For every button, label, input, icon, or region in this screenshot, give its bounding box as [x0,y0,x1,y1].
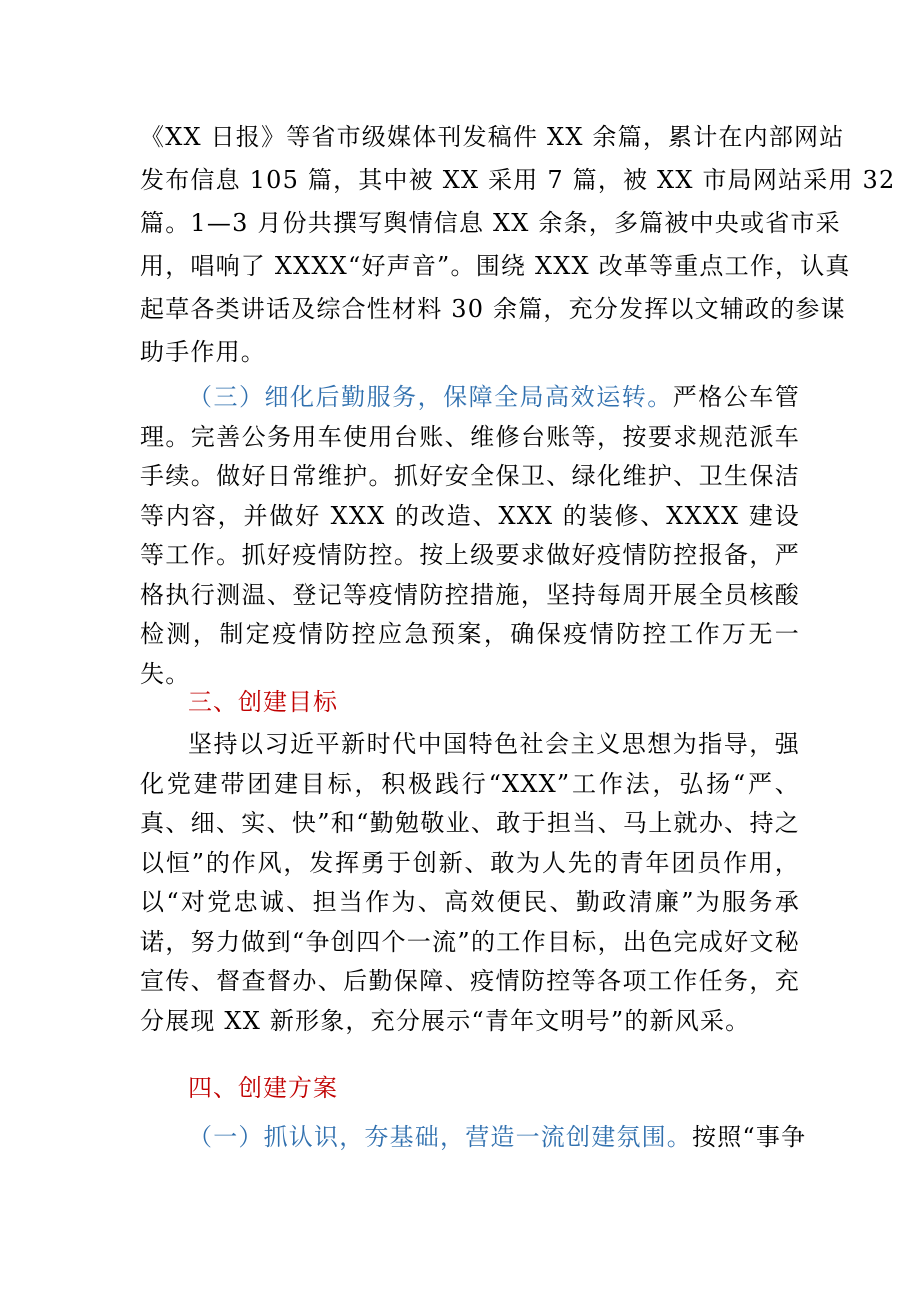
intro-line: 用，唱响了 XXXX“好声音”。围绕 XXX 改革等重点工作，认真 [140,252,851,280]
intro-line: 《XX 日报》等省市级媒体刊发稿件 XX 余篇，累计在内部网站 [140,123,845,151]
logistics-service-body: 严格公车管理。完善公务用车使用台账、维修台账等，按要求规范派车手续。做好日常维护。抓好安全保卫、绿化维护、卫生保洁等内容，并做好 XXX 的改造、XXX 的装修、XXXX 建设等工作。抓好疫情防控。按上级要求做好疫情防控报备，严格执行测温、登记等疫情防控措施，坚持每周开展全员核酸检测，制定疫情防控应急预案，确保疫情防控工作万无一失。 [140,383,800,688]
goals-paragraph: 坚持以习近平新时代中国特色社会主义思想为指导，强化党建带团建目标，积极践行“XXX”工作法，弘扬“严、真、细、实、快”和“勤勉敬业、敢于担当、马上就办、持之以恒”的作风，发挥勇于创新、敢为人先的青年团员作用，以“对党忠诚、担当作为、高效便民、勤政清廉”为服务承诺，努力做到“争创四个一流”的工作目标，出色完成好文秘宣传、督查督办、后勤保障、疫情防控等各项工作任务，充分展现 XX 新形象，充分展示“青年文明号”的新风采。 [140,730,800,1035]
intro-line: 助手作用。 [140,338,266,366]
intro-line: 起草各类讲话及综合性材料 30 余篇，充分发挥以文辅政的参谋 [140,295,846,323]
plan-body: 按照“事争 [692,1123,807,1151]
logistics-service-paragraph [140,378,800,694]
plan-subheading: （一）抓认识，夯基础，营造一流创建氛围。 [188,1123,692,1151]
logistics-service-subheading: （三）细化后勤服务，保障全局高效运转。 [188,383,673,411]
intro-line: 发布信息 105 篇，其中被 XX 采用 7 篇，被 XX 市局网站采用 32 [140,166,896,194]
section-heading-goals: 三、创建目标 [188,688,338,716]
intro-paragraph [140,116,896,374]
plan-paragraph [140,1117,807,1157]
section-heading-plan: 四、创建方案 [188,1074,338,1102]
intro-line: 篇。1—3 月份共撰写舆情信息 XX 余条，多篇被中央或省市采 [140,209,841,237]
